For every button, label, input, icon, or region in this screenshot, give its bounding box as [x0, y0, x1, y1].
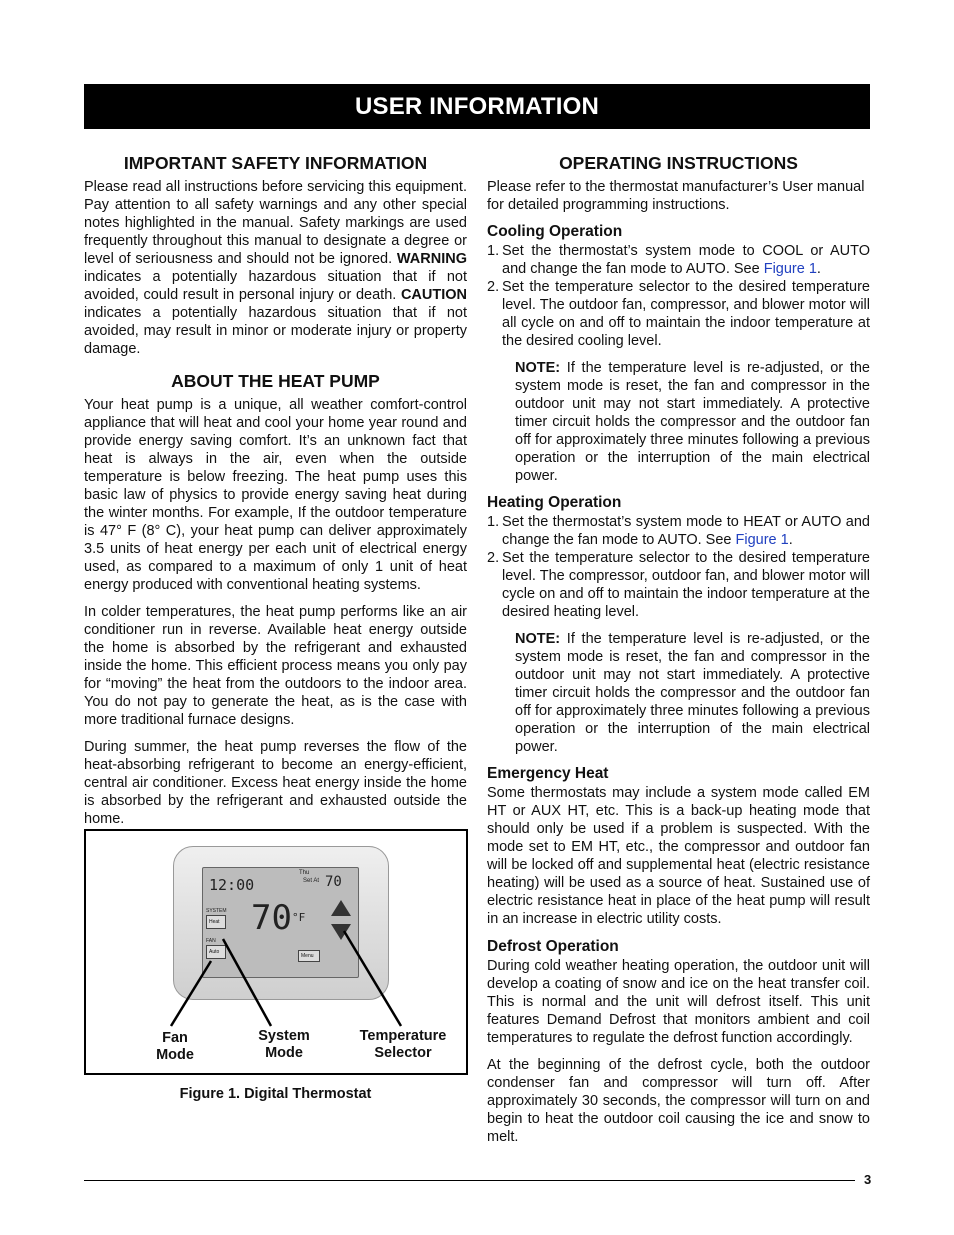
footer-rule [84, 1180, 855, 1181]
thermostat-figure [84, 829, 468, 1075]
heating-steps [487, 513, 870, 621]
banner-title: USER INFORMATION [354, 92, 600, 120]
section-banner [84, 84, 870, 129]
fan-mode-label: Fan Mode [156, 1030, 194, 1063]
screen-day: Thu [299, 870, 310, 876]
cooling-heading: Cooling Operation [487, 223, 623, 240]
caution-label: CAUTION [400, 287, 467, 303]
operating-intro: Please refer to the thermostat manufacturer’s User manual for detailed programming instructions. [487, 179, 865, 213]
figure-1-link[interactable]: Figure 1 [735, 532, 789, 548]
system-tab-label: SYSTEM [206, 908, 227, 914]
cooling-steps [487, 242, 870, 350]
heating-note: NOTE: If the temperature level is re-adjusted, or the system mode is reset, the fan and compressor in the outdoor unit may not start immediately. A protective timer circuit holds the compressor and the outdoor fan off for approximately three minutes following a previous operation or the interruption of the main electrical power. [515, 631, 870, 755]
fan-tab-label: FAN [206, 938, 216, 944]
cooling-step-1: 1. Set the thermostat’s system mode to COOL or AUTO and change the fan mode to AUTO. See Figure 1. [487, 243, 870, 277]
emergency-heat-paragraph: Some thermostats may include a system mode called EM HT or AUX HT, etc. This is a back-up heating mode that should only be used if a problem is suspected. With the mode set to EM HT, etc., the compressor and outdoor fan will be locked off and supplemental heat (electric resistance heating) will be used as a source of heat. Sustained use of electric resistance heat in place of the heat pump will result in an increase in electric utility costs. [487, 785, 870, 927]
note-label: NOTE: [515, 360, 561, 376]
heat-pump-paragraph-1: Your heat pump is a unique, all weather comfort-control appliance that will heat and cool your home year round and provide energy saving comfort. It’s an unknown fact that heat is always in the air, even when the outside temperature is below freezing. The heat pump uses this basic law of physics to provide energy saving heat during the winter months. For example, If the outdoor temperature is 47° F (8° C), your heat pump can deliver approximately 3.5 units of heat energy per each unit of electrical energy used, as compared to a maximum of only 1 unit of heat energy produced with conventional heating systems. [84, 397, 467, 593]
screen-set-temp: 70 [325, 874, 342, 890]
heat-pump-heading: ABOUT THE HEAT PUMP [171, 371, 380, 391]
emergency-heat-heading: Emergency Heat [487, 765, 609, 782]
figure-caption: Figure 1. Digital Thermostat [179, 1086, 372, 1102]
system-mode-value: Heat [209, 919, 220, 925]
defrost-paragraph-1: During cold weather heating operation, the outdoor unit will develop a coating of snow and ice on the heat transfer coil. This is normal and the unit will defrost itself. This unit features Demand Defrost that monitors ambient and coil temperatures to regulate the defrost function accordingly. [487, 958, 870, 1046]
screen-set-at: Set At [303, 878, 320, 884]
page-number: 3 [864, 1172, 872, 1187]
system-callout-line [223, 939, 271, 1026]
cooling-note: NOTE: If the temperature level is re-adjusted, or the system mode is reset, the fan and compressor in the outdoor unit may not start immediately. A protective timer circuit holds the compressor and the outdoor fan off for approximately three minutes following a previous operation or the interruption of the main electrical power. [515, 360, 870, 484]
right-column [487, 152, 870, 1146]
warning-label: WARNING [396, 251, 468, 267]
system-mode-label: System Mode [258, 1028, 310, 1061]
left-column [84, 152, 467, 828]
defrost-heading: Defrost Operation [487, 938, 619, 955]
safety-paragraph: Please read all instructions before servicing this equipment. Pay attention to all safety warnings and any other special notes highlighted in the manual. Safety markings are used frequently throughout this manual to designate a degree or level of seriousness and should not be ignored. WARNING indicates a potentially hazardous situation that if not avoided, could result in personal injury or death. CAUTION indicates a potentially hazardous situation that if not avoided, may result in minor or moderate injury or property damage. [84, 179, 468, 357]
note-label: NOTE: [515, 631, 561, 647]
cooling-step-2: 2. Set the temperature selector to the desired temperature level. The outdoor fan, compressor, and blower motor will all cycle on and off to maintain the indoor temperature at the desired cooling level. [487, 279, 870, 349]
heating-step-1: 1. Set the thermostat’s system mode to HEAT or AUTO and change the fan mode to AUTO. See Figure 1. [487, 514, 870, 548]
screen-temp: $70^{^\circ F}$ [251, 898, 306, 938]
menu-label: Menu [301, 953, 314, 959]
defrost-paragraph-2: At the beginning of the defrost cycle, both the outdoor condenser fan and compressor will turn off. After approximately 30 seconds, the compressor will turn on and begin to heat the outdoor coil causing the ice and snow to melt. [487, 1057, 870, 1145]
temperature-selector-label: Temperature Selector [359, 1028, 447, 1061]
operating-instructions-heading: OPERATING INSTRUCTIONS [559, 153, 798, 173]
heat-pump-paragraph-2: In colder temperatures, the heat pump performs like an air conditioner run in reverse. Available heat energy outside the home is absorbed by the refrigerant and exhausted inside the home. This efficient process means you only pay for “moving” the heat from the outdoors to the indoor area. You do not pay to generate the heat, as is the case with more traditional furnace designs. [84, 604, 467, 728]
screen-time: 12:00 [209, 876, 255, 894]
heating-step-2: 2. Set the temperature selector to the desired temperature level. The compressor, outdoor fan, and blower motor will cycle on and off to maintain the indoor temperature at the desired heating level. [487, 550, 870, 620]
heat-pump-paragraph-3: During summer, the heat pump reverses the flow of the heat-absorbing refrigerant to become an energy-efficient, central air conditioner. Excess heat energy inside the home is absorbed by the refrigerant and exhausted outside the home. [84, 739, 467, 827]
fan-callout-line [171, 961, 211, 1026]
figure-1-link[interactable]: Figure 1 [763, 261, 817, 277]
safety-heading: IMPORTANT SAFETY INFORMATION [123, 153, 428, 173]
heating-heading: Heating Operation [487, 494, 622, 511]
temperature-callout-line [344, 931, 401, 1026]
fan-mode-value: Auto [209, 949, 220, 955]
